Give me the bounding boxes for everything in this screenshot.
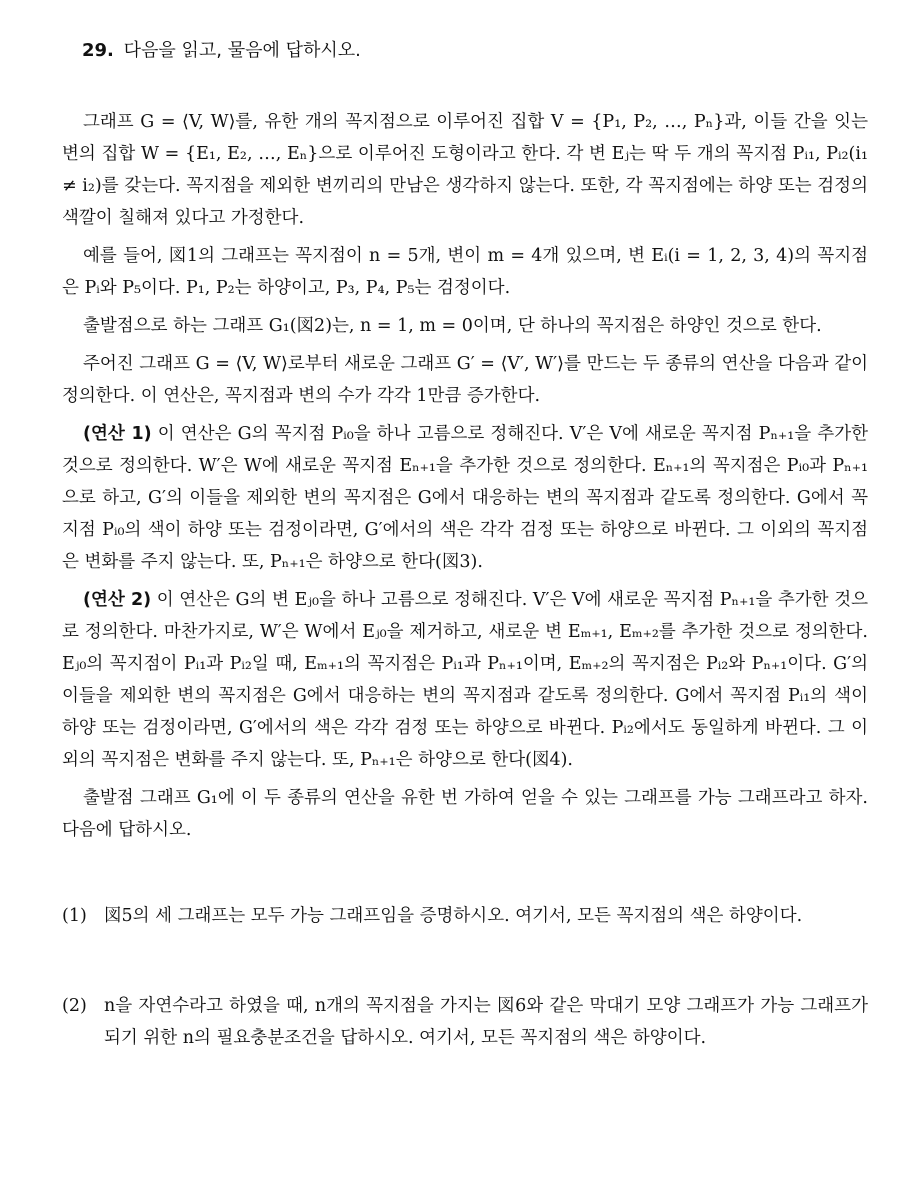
closing-paragraph: 출발점 그래프 G₁에 이 두 종류의 연산을 유한 번 가하여 얻을 수 있는 그래프를 가능 그래프라고 하자. 다음에 답하시오.: [62, 788, 868, 840]
example-paragraph: 예를 들어, 図1의 그래프는 꼭지점이 n = 5개, 변이 m = 4개 있으며, 변 Eᵢ(i = 1, 2, 3, 4)의 꼭지점은 Pᵢ와 P₅이다. P₁, P₂는 하양이고, P₃, P₄, P₅는 검정이다.: [62, 246, 868, 298]
operation-1-paragraph: [62, 418, 868, 578]
operation-1-label: (연산 1): [83, 424, 152, 444]
operation-2-label: (연산 2): [83, 590, 152, 610]
operation-2-text: 이 연산은 G의 변 Eⱼ₀을 하나 고름으로 정해진다. V′은 V에 새로운 꼭지점 Pₙ₊₁을 추가한 것으로 정의한다. 마찬가지로, W′은 W에서 Eⱼ₀을 제거하고, 새로운 변 Eₘ₊₁, Eₘ₊₂를 추가한 것으로 정의한다. Eⱼ₀의 꼭지점이 Pᵢ₁과 Pᵢ₂일 때, Eₘ₊₁의 꼭지점은 Pᵢ₁과 Pₙ₊₁이며, Eₘ₊₂의 꼭지점은 Pᵢ₂와 Pₙ₊₁이다. G′의 이들을 제외한 변의 꼭지점은 G에서 대응하는 변의 꼭지점과 같도록 정의한다. G에서 꼭지점 Pᵢ₁의 색이 하양 또는 검정이라면, G′에서의 색은 각각 검정 또는 하양으로 바뀐다. Pᵢ₂에서도 동일하게 바뀐다. 그 이외의 꼭지점은 변화를 주지 않는다. 또, Pₙ₊₁은 하양으로 한다(図4).: [62, 590, 869, 770]
problem-page: [62, 36, 868, 1054]
operation-1-text: 이 연산은 G의 꼭지점 Pᵢ₀을 하나 고름으로 정해진다. V′은 V에 새로운 꼭지점 Pₙ₊₁을 추가한 것으로 정의한다. W′은 W에 새로운 꼭지점 Eₙ₊₁을 추가한 것으로 정의한다. Eₙ₊₁의 꼭지점은 Pᵢ₀과 Pₙ₊₁으로 하고, G′의 이들을 제외한 변의 꼭지점은 G에서 대응하는 변의 꼭지점과 같도록 정의한다. G에서 꼭지점 Pᵢ₀의 색이 하양 또는 검정이라면, G′에서의 색은 각각 검정 또는 하양으로 바뀐다. 그 이외의 꼭지점은 변화를 주지 않는다. 또, Pₙ₊₁은 하양으로 한다(図3).: [62, 424, 868, 572]
question-2-text: n을 자연수라고 하였을 때, n개의 꼭지점을 가지는 図6와 같은 막대기 모양 그래프가 가능 그래프가 되기 위한 n의 필요충분조건을 답하시오. 여기서, 모든 꼭지점의 색은 하양이다.: [104, 996, 868, 1048]
start-graph-paragraph: 출발점으로 하는 그래프 G₁(図2)는, n = 1, m = 0이며, 단 하나의 꼭지점은 하양인 것으로 한다.: [83, 316, 822, 336]
operations-intro-paragraph: 주어진 그래프 G = ⟨V, W⟩로부터 새로운 그래프 G′ = ⟨V′, W′⟩를 만드는 두 종류의 연산을 다음과 같이 정의한다. 이 연산은, 꼭지점과 변의 수가 각각 1만큼 증가한다.: [62, 354, 868, 406]
operation-2-paragraph: [62, 584, 868, 776]
question-2: [62, 990, 868, 1054]
problem-heading: [82, 36, 868, 62]
question-1: [62, 900, 868, 932]
problem-number: 29.: [82, 40, 114, 61]
definition-paragraph: 그래프 G = ⟨V, W⟩를, 유한 개의 꼭지점으로 이루어진 집합 V = {P₁, P₂, …, Pₙ}과, 이들 간을 잇는 변의 집합 W = {E₁, E₂, …, Eₙ}으로 이루어진 도형이라고 한다. 각 변 Eⱼ는 딱 두 개의 꼭지점 Pᵢ₁, Pᵢ₂(i₁ ≠ i₂)를 갖는다. 꼭지점을 제외한 변끼리의 만남은 생각하지 않는다. 또한, 각 꼭지점에는 하양 또는 검정의 색깔이 칠해져 있다고 가정한다.: [62, 112, 868, 228]
problem-instruction: 다음을 읽고, 물음에 답하시오.: [123, 40, 361, 61]
question-2-number: (2): [62, 996, 87, 1016]
question-1-number: (1): [62, 906, 87, 926]
question-1-text: 図5의 세 그래프는 모두 가능 그래프임을 증명하시오. 여기서, 모든 꼭지점의 색은 하양이다.: [104, 906, 803, 926]
